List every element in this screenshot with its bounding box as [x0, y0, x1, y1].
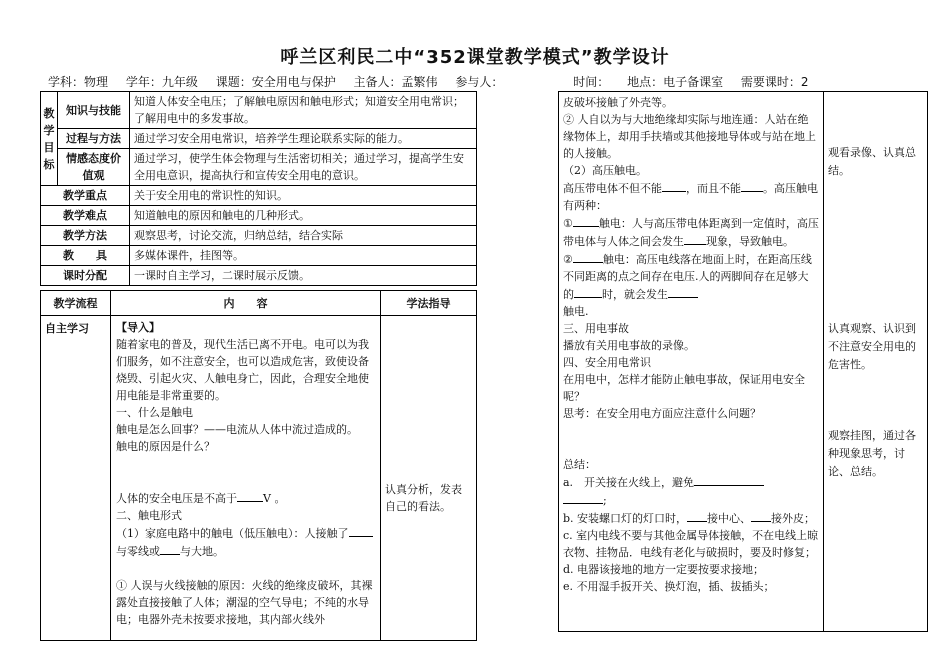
row-label: 教学重点	[41, 186, 130, 206]
fill-blank	[160, 542, 180, 555]
row-label: 课时分配	[41, 266, 130, 286]
content-line: 高压带电体不但不能 ，而且不能 。高压触电有两种：	[563, 179, 819, 214]
content-line: 思考：在安全用电方面应注意什么问题？	[563, 407, 761, 420]
continuation-content	[559, 92, 824, 632]
fill-blank	[751, 509, 771, 522]
content-line: ① 人误与火线接触的原因：火线的绝缘皮破坏，其裸露处直接接触了人体；潮湿的空气导电；不纯的水导电；电器外壳未按要求接地，其内部火线外	[116, 579, 373, 626]
fill-blank	[237, 489, 263, 502]
continuation-guide	[824, 92, 928, 632]
content-line: 播放有关用电事故的录像。	[563, 339, 695, 352]
time-field: 时间：	[573, 75, 610, 89]
goal-label: 过程与方法	[58, 129, 130, 149]
content-line: （1）家庭电路中的触电（低压触电）：人接触了与零线或 与大地。	[116, 524, 375, 560]
info-row	[41, 226, 477, 246]
summary-item: a. 开关接在火线上，避免	[563, 473, 819, 491]
row-content: 知道触电的原因和触电的几种形式。	[130, 206, 477, 226]
flow-header-row	[41, 291, 477, 316]
section-heading: 三、用电事故	[563, 322, 629, 335]
subject-field: 学科：物理	[48, 75, 109, 89]
content-line: ② 触电：高压电线落在地面上时，在距高压线不同距离的点之间存在电压.人的两脚间存在足够大的 时，就会发生	[563, 250, 819, 303]
content-line: ① 触电：人与高压带电体距离到一定值时，高压带电体与人体之间会发生 现象，导致触电。	[563, 214, 819, 250]
lesson-content	[111, 316, 381, 641]
guide-note: 认真观察、认识到不注意安全用电的危害性。	[828, 322, 916, 371]
participants-field: 参与人：	[455, 75, 504, 89]
goal-row	[41, 149, 477, 186]
summary-item: b. 安装螺口灯的灯口时， 接中心、 接外皮；	[563, 509, 819, 527]
goal-row	[41, 129, 477, 149]
intro-paragraph: 随着家电的普及，现代生活已离不开电。电可以为我们服务，如不注意安全，也可以造成危害，致使设备烧毁、引起火灾、人触电身亡，因此，合理安全地使用电能是非常重要的。	[116, 338, 369, 402]
summary-item: c. 室内电线不要与其他金属导体接触，不在电线上晾衣物、挂物品．电线有老化与破损时，要及时修复；	[563, 529, 819, 559]
fill-blank	[684, 232, 706, 245]
summary-item: e. 不用湿手扳开关、换灯泡，插、拔插头；	[563, 580, 775, 593]
content-line: 皮破坏接触了外壳等。	[563, 96, 673, 109]
fill-blank	[563, 491, 603, 504]
goals-table	[40, 91, 477, 286]
row-label: 教学方法	[41, 226, 130, 246]
goal-row	[41, 92, 477, 129]
fill-blank	[349, 524, 373, 537]
row-content: 观察思考，讨论交流，归纳总结，结合实际	[130, 226, 477, 246]
fill-blank	[573, 250, 603, 263]
guide-note: 观看录像、认真总结。	[828, 146, 916, 177]
section-heading: 四、安全用电常识	[563, 356, 651, 369]
goal-content: 通过学习，使学生体会物理与生活密切相关；通过学习，提高学生安全用电意识，提高执行和宣传安全用电的意识。	[130, 149, 477, 186]
col-header-content: 内 容	[111, 291, 381, 316]
goal-label: 情感态度价值观	[58, 149, 130, 186]
flow-table	[40, 290, 477, 641]
row-content: 一课时自主学习，二课时展示反馈。	[130, 266, 477, 286]
content-line: （2）高压触电。	[563, 164, 647, 177]
header-info-row	[48, 73, 928, 90]
stage-label: 自主学习	[41, 316, 111, 641]
goal-content: 通过学习安全用电常识，培养学生理论联系实际的能力。	[130, 129, 477, 149]
row-content: 关于安全用电的常识性的知识。	[130, 186, 477, 206]
content-line: 触电是怎么回事？——电流从人体中流过造成的。	[116, 423, 358, 436]
content-line: ② 人自以为与大地绝缘却实际与地连通：人站在绝缘物体上，却用手扶墙或其他接地导体或与站在地上的人接触。	[563, 113, 816, 160]
col-header-guide: 学法指导	[381, 291, 477, 316]
summary-heading: 总结：	[563, 458, 596, 471]
goals-category-label: 教 学 目 标	[41, 92, 58, 186]
guide-cell: 认真分析，发表自己的看法。	[381, 316, 477, 641]
info-row	[41, 246, 477, 266]
info-row	[41, 186, 477, 206]
continuation-table	[558, 91, 928, 632]
continuation-row	[559, 92, 928, 632]
location-field: 地点：电子备课室	[627, 75, 724, 89]
info-row	[41, 206, 477, 226]
goal-content: 知道人体安全电压；了解触电原因和触电形式；知道安全用电常识；了解用电中的多发事故。	[130, 92, 477, 129]
fill-blank	[741, 179, 763, 192]
fill-blank	[662, 179, 686, 192]
fill-blank	[687, 509, 707, 522]
topic-field: 课题：安全用电与保护	[215, 75, 336, 89]
fill-blank	[694, 473, 764, 486]
fill-blank	[573, 214, 599, 227]
fill-blank	[668, 285, 698, 298]
row-label: 教学难点	[41, 206, 130, 226]
content-line: 在用电中，怎样才能防止触电事故，保证用电安全呢？	[563, 373, 805, 403]
fill-blank	[574, 285, 602, 298]
flow-row	[41, 316, 477, 641]
guide-note: 观察挂图，通过各种现象思考，讨论、总结。	[828, 429, 916, 478]
section-heading: 一、什么是触电	[116, 406, 193, 419]
info-row	[41, 266, 477, 286]
intro-heading: 【导入】	[116, 321, 160, 334]
content-line: 触电.	[563, 305, 589, 318]
grade-field: 学年：九年级	[125, 75, 198, 89]
content-line: 触电的原因是什么？	[116, 440, 215, 453]
preparer-field: 主备人：孟繁伟	[353, 75, 438, 89]
summary-item: d. 电器该接地的地方一定要按要求接地；	[563, 563, 765, 576]
content-line: 人体的安全电压是不高于 V 。	[116, 489, 375, 507]
col-header-flow: 教学流程	[41, 291, 111, 316]
page-title: 呼兰区利民二中“352课堂教学模式”教学设计	[280, 47, 670, 68]
row-label: 教 具	[41, 246, 130, 266]
summary-item: ;	[563, 491, 819, 509]
hours-field: 需要课时：2	[740, 75, 809, 89]
section-heading: 二、触电形式	[116, 509, 182, 522]
row-content: 多媒体课件，挂图等。	[130, 246, 477, 266]
goal-label: 知识与技能	[58, 92, 130, 129]
